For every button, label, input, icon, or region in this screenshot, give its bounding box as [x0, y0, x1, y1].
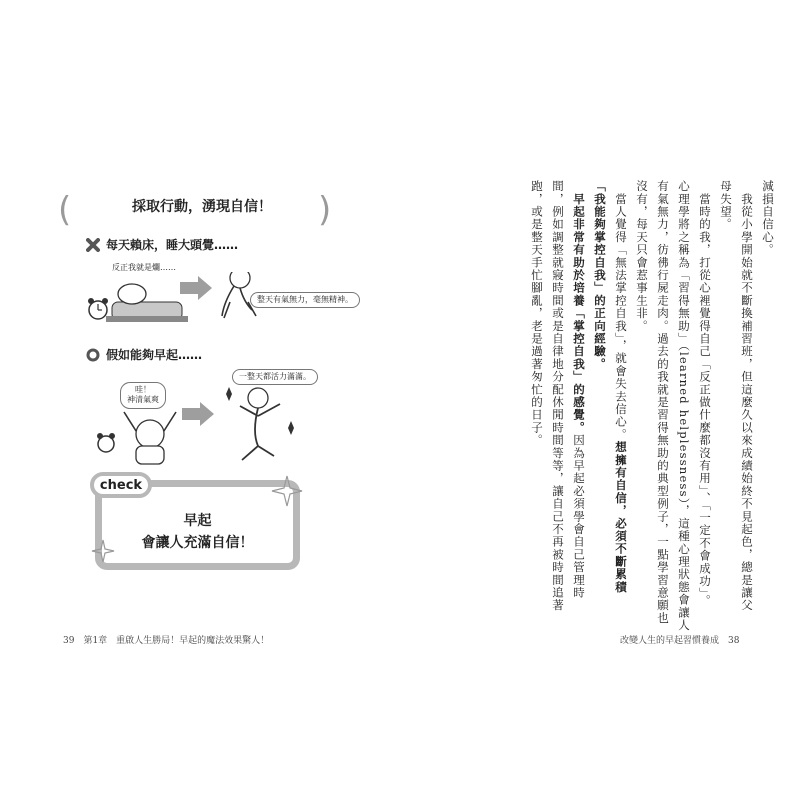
arrow-right-icon: [180, 276, 212, 300]
sparkle-icon: [90, 538, 116, 564]
text-column: [592, 180, 608, 371]
bad-thought-text: 整天有氣無力，毫無精神。: [257, 295, 353, 304]
text-column: [697, 180, 713, 607]
text-run: 因為早起必須學會自己管理時: [572, 434, 586, 600]
text-column: [718, 180, 734, 231]
alarm-clock-icon: [97, 433, 115, 452]
left-bracket: (: [58, 190, 72, 230]
text-run: 我從小學開始就不斷換補習班，但這麼久以來成績始終不見起色，總是讓父: [740, 180, 754, 612]
good-thought-text: 一整天都活力滿滿。: [239, 372, 311, 381]
bad-thought-bubble: [250, 292, 360, 308]
text-column: [550, 180, 566, 612]
text-column: [655, 180, 671, 625]
text-column: [760, 180, 776, 256]
check-tab: check: [90, 472, 152, 498]
check-line2: 會讓人充滿自信！: [141, 535, 254, 551]
text-column: [739, 180, 755, 612]
text-run: 當人覺得「無法掌控自我」，就會失去信心。: [614, 180, 628, 441]
good-exclaim-line1: 哇！: [135, 385, 151, 394]
right-bracket: ): [318, 190, 332, 230]
bad-speech: 反正我就是爛……: [112, 263, 176, 272]
right-footer: 改變人生的早起習慣養成 38: [620, 636, 740, 646]
section-title: 採取行動，湧現自信！: [132, 199, 272, 215]
arrow-right-icon: [182, 402, 214, 426]
x-mark-icon: [86, 238, 100, 252]
sparkle-icon: [288, 421, 294, 435]
text-run: 跑，或是整天手忙腳亂，老是過著匆忙的日子。: [530, 180, 544, 447]
text-column: [529, 180, 545, 447]
text-column: [571, 180, 587, 599]
text-run: 當時的我，打從心裡覺得自己「反正做什麼都沒有用」、「一定不會成功」。: [698, 180, 712, 608]
sparkle-icon: [226, 387, 232, 401]
circle-mark-icon: [86, 348, 100, 362]
left-footer: 39 第1章 重啟人生勝局！早起的魔法效果驚人！: [63, 636, 270, 646]
alarm-clock-icon: [88, 298, 108, 319]
text-column: [613, 180, 629, 593]
text-column: [634, 180, 650, 332]
good-case-heading-row: [86, 346, 202, 363]
text-run: 有氣無力，彷彿行屍走肉。過去的我就是習得無助的典型例子，一點學習意願也: [656, 180, 670, 625]
good-case-illustration: [92, 372, 322, 468]
bold-text-run: 想擁有自信，必須不斷累積: [614, 440, 628, 594]
check-line1: 早起: [183, 513, 212, 529]
bad-case-heading: 每天賴床，睡大頭覺……: [106, 238, 239, 252]
bold-text-run: 「我能夠掌控自我」的正向經驗。: [593, 180, 607, 371]
text-column: [676, 180, 692, 632]
good-case-heading: 假如能夠早起……: [106, 348, 203, 362]
sparkle-icon: [270, 474, 304, 508]
bold-text-run: 早起非常有助於培養「掌控自我」的感覺。: [572, 180, 586, 434]
text-run: 母失望。: [719, 180, 733, 231]
text-run: 間，例如調整就寢時間或是自律地分配休閒時間等等，讓自己不再被時間追著: [551, 180, 565, 612]
text-run: 心理學將之稱為「習得無助」（learned helplessness），這種心理狀態會讓人: [677, 180, 691, 632]
bad-case-heading-row: [86, 236, 238, 253]
text-run: 減損自信心。: [761, 180, 775, 257]
good-exclaim-line2: 神清氣爽: [127, 395, 159, 405]
text-run: 沒有，每天只會惹事生非。: [635, 180, 649, 333]
